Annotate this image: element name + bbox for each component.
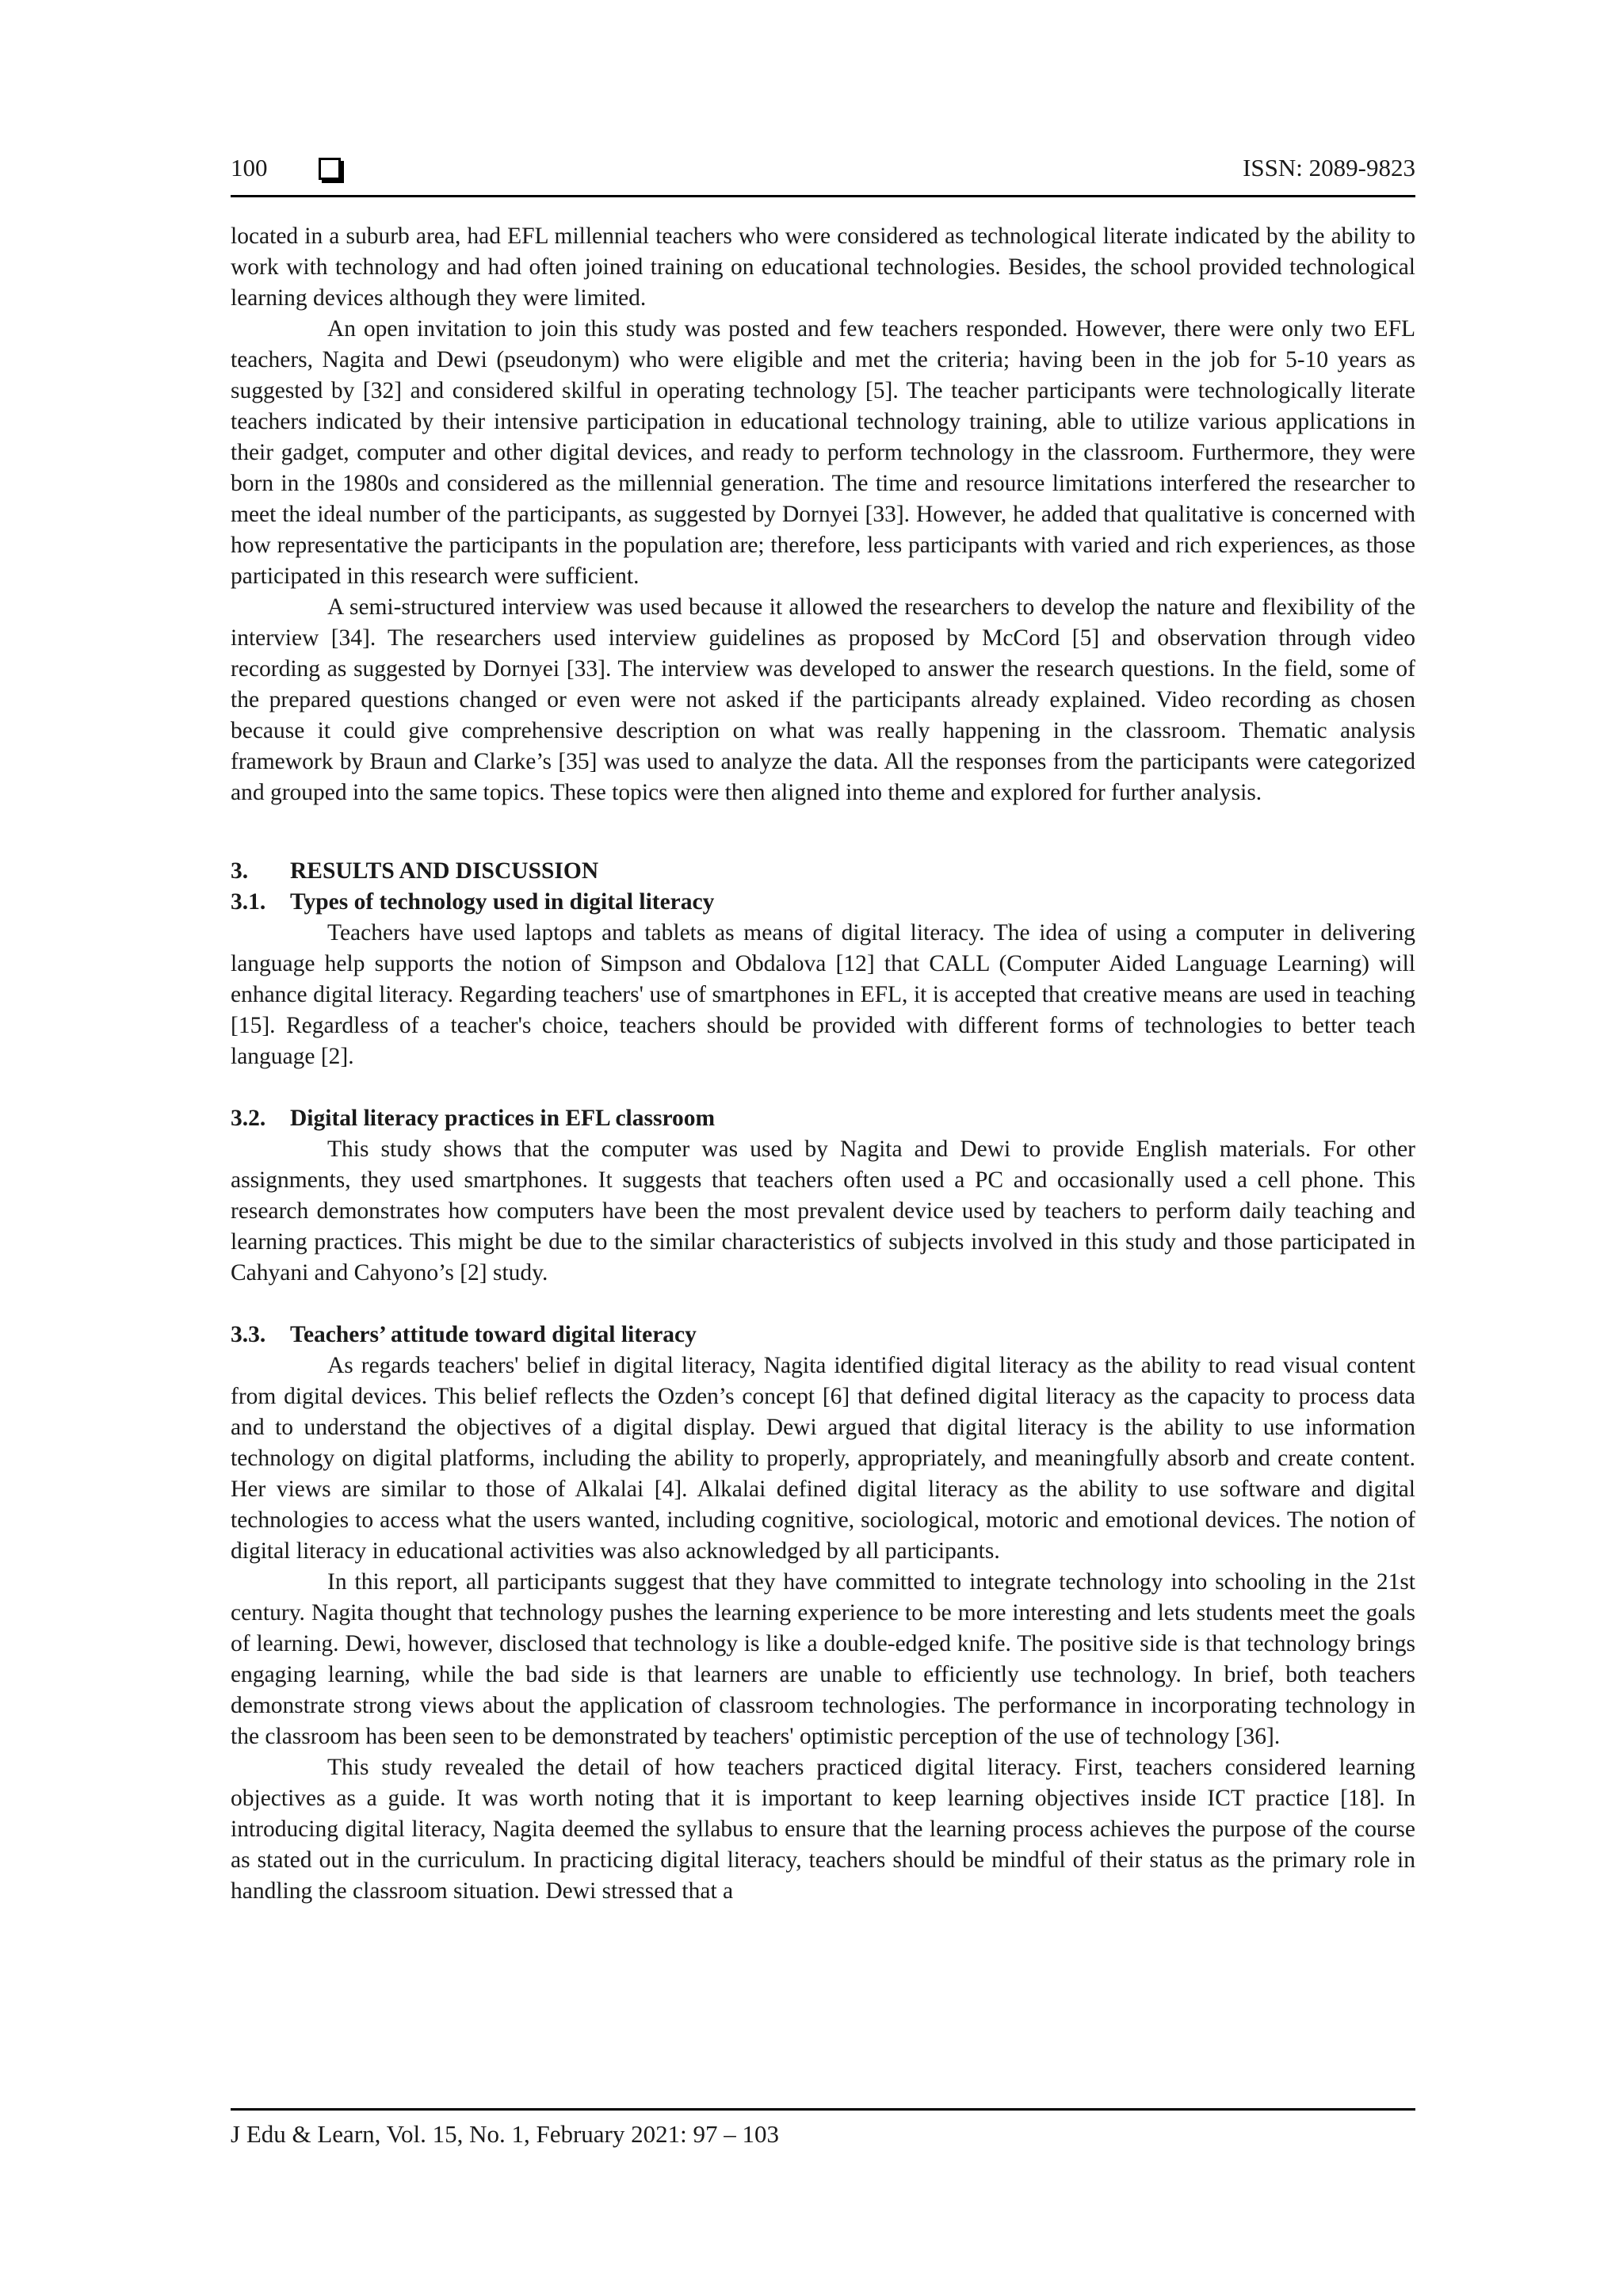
page-number: 100 <box>231 154 268 181</box>
section-number: 3. <box>231 858 249 884</box>
page-header <box>231 147 1415 197</box>
paragraph: In this report, all participants suggest that they have committed to integrate technology into schooling in the 21st century. Nagita thought that technology pushes the learning experience to be more interesting and lets students meet the goals of learning. Dewi, however, disclosed that technology is like a double-edged knife. The positive side is that technology brings engaging learning, while the bad side is that learners are unable to efficiently use technology. In brief, both teachers demonstrate strong views about the application of classroom technologies. The performance in incorporating technology in the classroom has been seen to be demonstrated by teachers' optimistic perception of the use of technology [36]. <box>231 1569 1415 1749</box>
paragraph: This study revealed the detail of how teachers practiced digital literacy. First, teachers considered learning objectives as a guide. It was worth noting that it is important to keep learning objectives inside ICT practice [18]. In introducing digital literacy, Nagita deemed the syllabus to ensure that the learning process achieves the purpose of the course as stated out in the curriculum. In practicing digital literacy, teachers should be mindful of their status as the primary role in handling the classroom situation. Dewi stressed that a <box>231 1755 1415 1904</box>
paragraph: As regards teachers' belief in digital literacy, Nagita identified digital literacy as the ability to read visual content from digital devices. This belief reflects the Ozden’s concept [6] that defined digital literacy as the capacity to process data and to understand the objectives of a digital display. Dewi argued that digital literacy is the ability to use information technology on digital platforms, including the ability to properly, appropriately, and meaningfully absorb and create content. Her views are similar to those of Alkalai [4]. Alkalai defined digital literacy as the ability to use software and digital technologies to access what the users wanted, including cognitive, sociological, motoric and emotional devices. The notion of digital literacy in educational activities was also acknowledged by all participants. <box>231 1353 1415 1564</box>
paragraph: An open invitation to join this study was posted and few teachers responded. However, there were only two EFL teachers, Nagita and Dewi (pseudonym) who were eligible and met the criteria; having been in the job for 5-10 years as suggested by [32] and considered skilful in operating technology [5]. The teacher participants were technologically literate teachers indicated by their intensive participation in educational technology training, able to utilize various applications in their gadget, computer and other digital devices, and ready to perform technology in the classroom. Furthermore, they were born in the 1980s and considered as the millennial generation. The time and resource limitations interfered the researcher to meet the ideal number of the participants, as suggested by Dornyei [33]. However, he added that qualitative is concerned with how representative the participants in the population are; therefore, less participants with varied and rich experiences, as those participated in this research were sufficient. <box>231 316 1415 589</box>
paragraph: This study shows that the computer was used by Nagita and Dewi to provide English materials. For other assignments, they used smartphones. It suggests that teachers often used a PC and occasionally used a cell phone. This research demonstrates how computers have been the most prevalent device used by teachers to perform daily teaching and learning practices. This might be due to the similar characteristics of subjects involved in this study and those participated in Cahyani and Cahyono’s [2] study. <box>231 1137 1415 1286</box>
subsection-heading-3-1 <box>231 887 1415 918</box>
section-title: RESULTS AND DISCUSSION <box>290 858 599 884</box>
paragraph: located in a suburb area, had EFL millennial teachers who were considered as technological literate indicated by the ability to work with technology and had often joined training on educational technologies. Besides, the school provided technological learning devices although they were limited. <box>231 223 1415 311</box>
section-number: 3.2. <box>231 1106 266 1131</box>
section-title: Types of technology used in digital literacy <box>290 889 715 915</box>
article-body <box>231 221 1415 1907</box>
page-footer <box>231 2108 1415 2149</box>
page <box>231 147 1415 1907</box>
section-title: Teachers’ attitude toward digital literacy <box>290 1322 697 1347</box>
paragraph: A semi-structured interview was used because it allowed the researchers to develop the nature and flexibility of the interview [34]. The researchers used interview guidelines as proposed by McCord [5] and observation through video recording as suggested by Dornyei [33]. The interview was developed to answer the research questions. In the field, some of the prepared questions changed or even were not asked if the participants already explained. Video recording as chosen because it could give comprehensive description on what was really happening in the classroom. Thematic analysis framework by Braun and Clarke’s [35] was used to analyze the data. All the responses from the participants were categorized and grouped into the same topics. These topics were then aligned into theme and explored for further analysis. <box>231 594 1415 805</box>
section-number: 3.1. <box>231 889 266 915</box>
issn-label: ISSN: 2089-9823 <box>1243 154 1415 181</box>
paragraph: Teachers have used laptops and tablets as means of digital literacy. The idea of using a computer in delivering language help supports the notion of Simpson and Obdalova [12] that CALL (Computer Aided Language Learning) will enhance digital literacy. Regarding teachers' use of smartphones in EFL, it is accepted that creative means are used in teaching [15]. Regardless of a teacher's choice, teachers should be provided with different forms of technologies to better teach language [2]. <box>231 920 1415 1069</box>
section-number: 3.3. <box>231 1322 266 1347</box>
section-title: Digital literacy practices in EFL classroom <box>290 1106 716 1131</box>
journal-citation: J Edu & Learn, Vol. 15, No. 1, February 2021: 97 – 103 <box>231 2120 779 2148</box>
square-bullet-icon <box>319 158 341 180</box>
subsection-heading-3-2 <box>231 1103 1415 1134</box>
subsection-heading-3-3 <box>231 1320 1415 1350</box>
section-heading-3 <box>231 856 1415 887</box>
